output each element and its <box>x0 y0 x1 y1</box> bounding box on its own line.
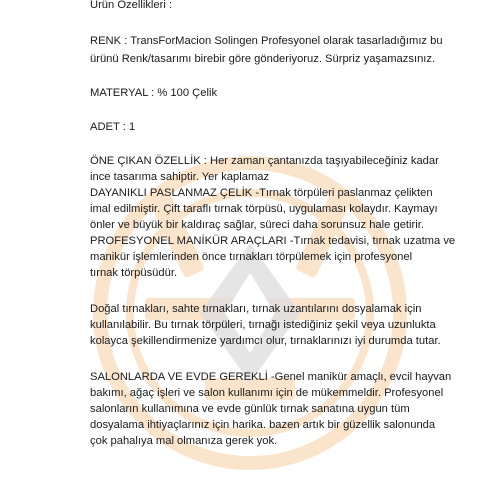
feature-line: imal edilmiştir. Çift taraflı tırnak törpüsü, uygulaması kolaydır. Kaymayı <box>90 203 438 215</box>
feature-line: PROFESYONEL MANİKÜR ARAÇLARI -Tırnak tedavisi, tırnak uzatma ve <box>90 235 456 247</box>
material-line: MATERYAL : % 100 Çelik <box>90 87 218 99</box>
usage-line: kolayca şekillendirmenize yardımcı olur, tırnaklarınızı iyi durumda tutar. <box>90 335 441 347</box>
feature-line: ince tasarıma sahiptir. Yer kaplamaz <box>90 171 270 183</box>
salon-line: SALONLARDA VE EVDE GEREKLİ -Genel manikür amaçlı, evcil hayvan <box>90 371 452 383</box>
feature-line: DAYANIKLI PASLANMAZ ÇELİK -Tırnak törpüleri paslanmaz çelikten <box>90 187 433 199</box>
feature-line: manikür işlemlerinden önce tırnakları törpülemek için profesyonel <box>90 251 413 263</box>
color-line-1: RENK : TransForMacion Solingen Profesyonel olarak tasarladığımız bu <box>90 35 443 47</box>
salon-line: salonların kullanımına ve evde günlük tırnak sanatına uygun tüm <box>90 403 410 415</box>
salon-line: çok pahalıya mal olmanıza gerek yok. <box>90 435 278 447</box>
feature-line: ÖNE ÇIKAN ÖZELLİK : Her zaman çantanızda taşıyabileceğiniz kadar <box>90 155 439 167</box>
feature-line: önler ve büyük bir kaldıraç sağlar, süreci daha sorunsuz hale getirir. <box>90 219 424 231</box>
usage-line: kullanılabilir. Bu tırnak törpüleri, tırnağı istediğiniz şekil veya uzunlukta <box>90 319 436 331</box>
color-line-2: ürünü Renk/tasarımı birebir göre gönderiyoruz. Sürpriz yaşamazsınız. <box>90 53 436 65</box>
feature-line: tırnak törpüsüdür. <box>90 267 178 279</box>
quantity-line: ADET : 1 <box>90 121 136 133</box>
salon-line: dosyalama ihtiyaçlarınız için harika. bazen artık bir güzellik salonunda <box>90 419 436 431</box>
heading: Ürün Özellikleri : <box>90 0 173 11</box>
usage-line: Doğal tırnakları, sahte tırnakları, tırnak uzantılarını dosyalamak için <box>90 303 422 315</box>
salon-line: bakımı, ağaç işleri ve salon kullanımı için de mükemmeldir. Profesyonel <box>90 387 444 399</box>
